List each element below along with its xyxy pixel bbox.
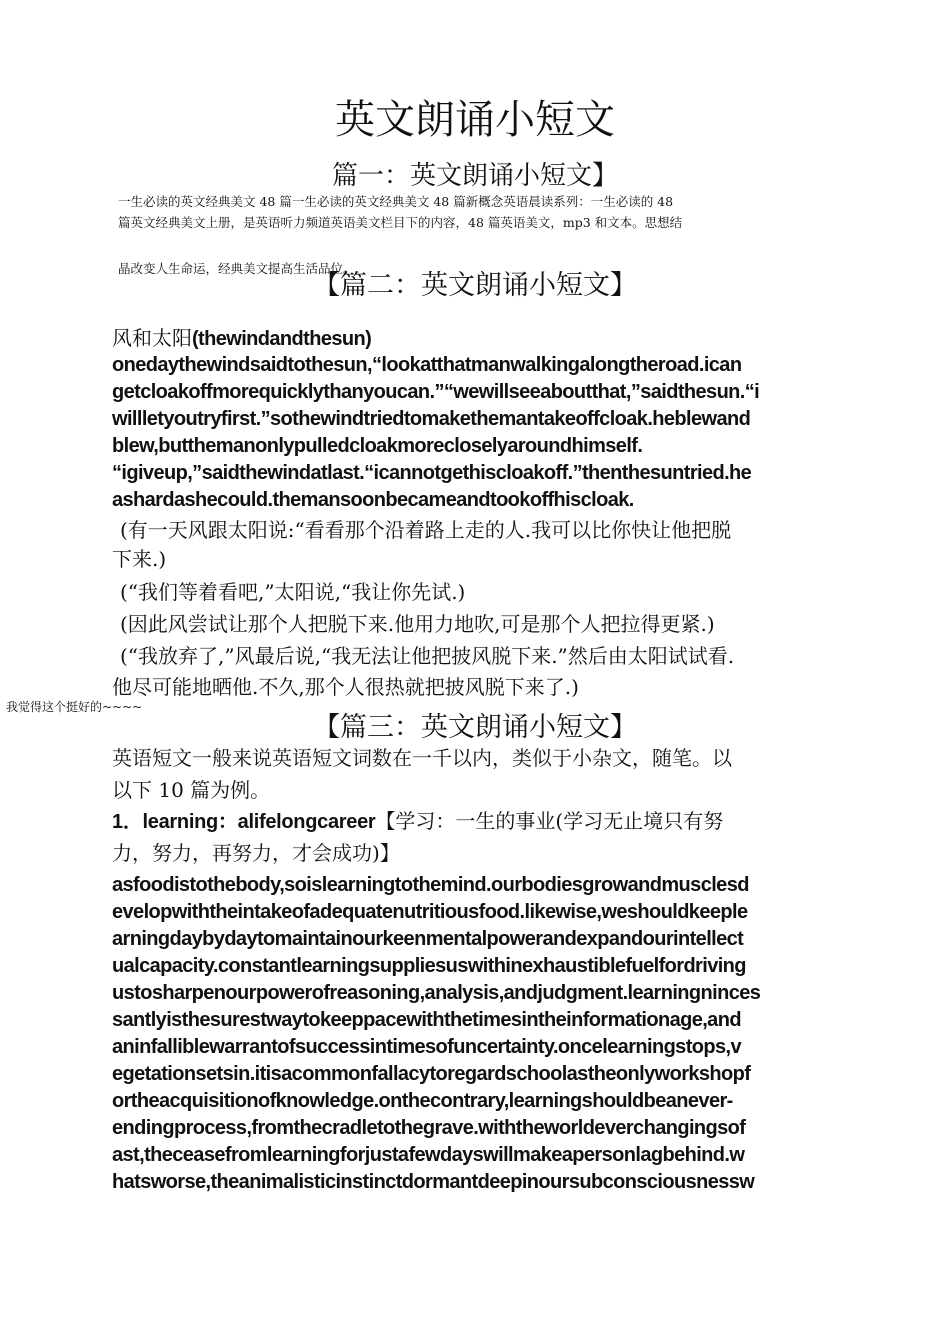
story-chinese-line: (“我放弃了,”风最后说,“我无法让他把披风脱下来.”然后由太阳试试看.: [120, 644, 735, 668]
section1-intro-line: 晶改变人生命运，经典美文提高生活品位。: [118, 261, 356, 276]
section3-intro-line: 英语短文一般来说英语短文词数在一千以内，类似于小杂文，随笔。以: [112, 746, 732, 770]
essay-line: egetationsetsin.itisacommonfallacytoregardschoolastheonlyworkshopf: [112, 1063, 751, 1085]
essay-line: santlyisthesurestwaytokeeppacewiththetimesintheinformationage,and: [112, 1009, 741, 1031]
section1-intro-line: 篇英文经典美文上册，是英语听力频道英语美文栏目下的内容，48 篇英语美文，mp3 和文本。思想结: [118, 215, 683, 230]
story-title-cn: 风和太阳: [112, 326, 192, 350]
section3-intro-line: 以下 10 篇为例。: [112, 778, 271, 802]
story-chinese-line: 下来.): [112, 547, 167, 571]
story-title-en: (thewindandthesun): [192, 328, 372, 350]
story-english-line: willletyoutryfirst.”sothewindtriedtomakethemantakeoffcloak.heblewand: [112, 408, 751, 430]
story-title: [112, 325, 371, 352]
essay-line: ualcapacity.constantlearningsuppliesuswithinexhaustiblefuelfordriving: [112, 955, 746, 977]
essay-line: ustosharpenourpowerofreasoning,analysis,andjudgment.learningninces: [112, 982, 761, 1004]
story-english-line: onedaythewindsaidtothesun,“lookatthatmanwalkingalongtheroad.ican: [112, 354, 742, 376]
essay-line: arningdaybydaytomaintainourkeenmentalpowerandexpandourintellect: [112, 928, 744, 950]
essay-line: endingprocess,fromthecradletothegrave.withtheworldeverchangingsof: [112, 1117, 746, 1139]
item1-cn-line: 力，努力，再努力，才会成功)】: [112, 841, 400, 865]
item1-cn: 【学习：一生的事业(学习无止境只有努: [375, 809, 724, 833]
section1-intro-line: 一生必读的英文经典美文 48 篇一生必读的英文经典美文 48 篇新概念英语晨读系列：一生必读的 48: [118, 194, 674, 209]
essay-line: ast,theceasefromlearningforjustafewdayswillmakeapersonlagbehind.w: [112, 1144, 745, 1166]
story-english-line: blew,butthemanonlypulledcloakmorecloselyaroundhimself.: [112, 435, 643, 457]
document-title: 英文朗诵小短文: [335, 97, 615, 143]
essay-line: hatsworse,theanimalisticinstinctdormantdeepinoursubconsciousnessw: [112, 1171, 755, 1193]
story-chinese-line: (有一天风跟太阳说:“看看那个沿着路上走的人.我可以比你快让他把脱: [120, 518, 732, 542]
essay-line: ortheacquisitionofknowledge.onthecontrary,learningshouldbeanever-: [112, 1090, 733, 1112]
item1-heading: [112, 808, 723, 835]
essay-line: evelopwiththeintakeofadequatenutritiousfood.likewise,weshouldkeeple: [112, 901, 748, 923]
story-english-line: getcloakoffmorequicklythanyoucan.”“wewillseeaboutthat,”saidthesun.“i: [112, 381, 760, 403]
story-english-line: “igiveup,”saidthewindatlast.“icannotgethiscloakoff.”thenthesuntried.he: [112, 462, 752, 484]
essay-line: aninfalliblewarrantofsuccessintimesofuncertainty.oncelearningstops,v: [112, 1036, 742, 1058]
section3-heading: 【篇三：英文朗诵小短文】: [313, 712, 637, 743]
story-english-line: ashardashecould.themansoonbecameandtookoffhiscloak.: [112, 489, 634, 511]
item1-prefix: 1．learning：alifelongcareer: [112, 811, 376, 833]
essay-line: asfoodistothebody,soislearningtothemind.ourbodiesgrowandmusclesd: [112, 874, 749, 896]
section1-heading: 篇一：英文朗诵小短文】: [331, 161, 618, 191]
story-chinese-line: (“我们等着看吧,”太阳说,“我让你先试.): [120, 580, 466, 604]
section2-heading: 【篇二：英文朗诵小短文】: [313, 270, 637, 301]
story-chinese-line: 他尽可能地晒他.不久,那个人很热就把披风脱下来了.): [112, 675, 579, 699]
story-chinese-line: (因此风尝试让那个人把脱下来.他用力地吹,可是那个人把拉得更紧.): [120, 612, 715, 636]
stray-note: 我觉得这个挺好的~~~~: [6, 700, 143, 714]
